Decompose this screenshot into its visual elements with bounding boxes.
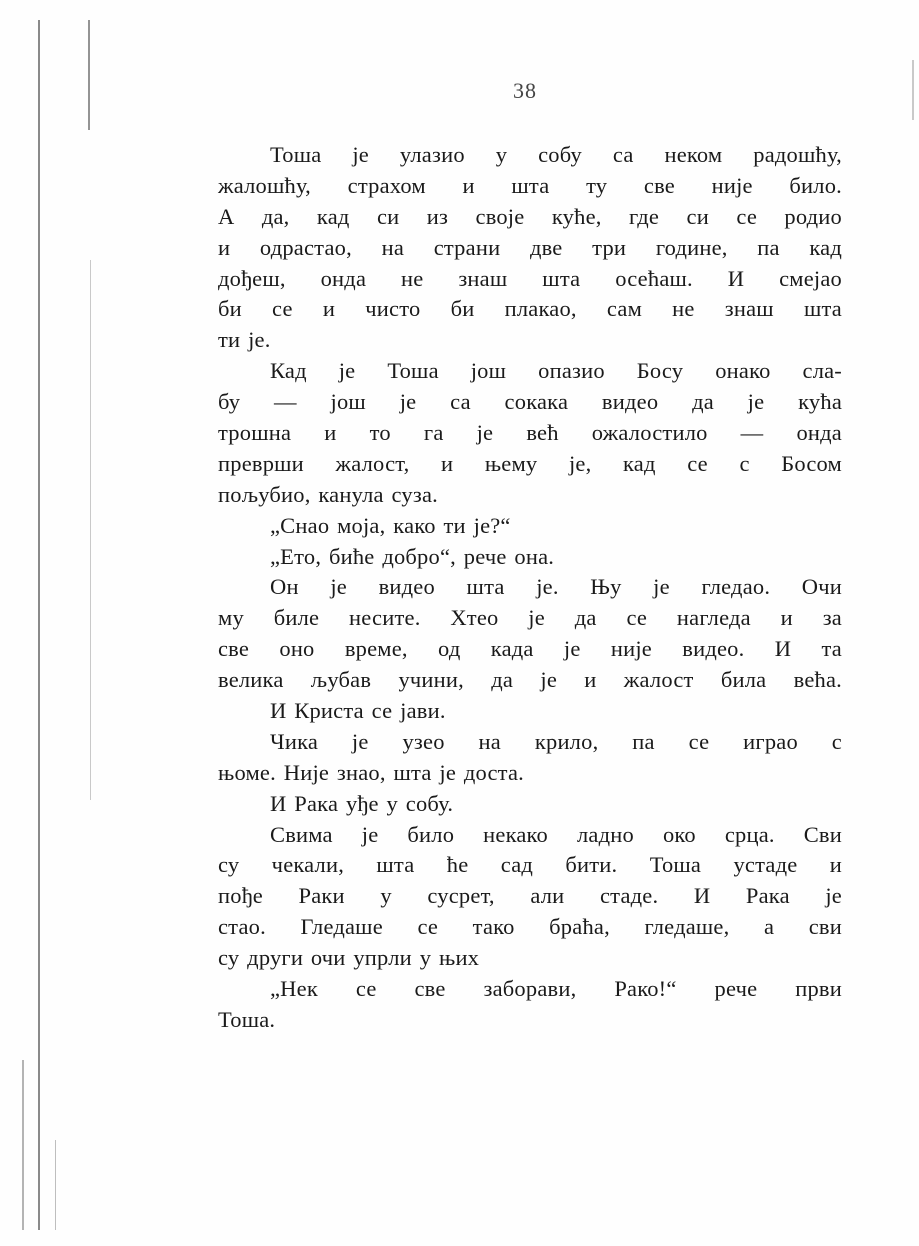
text-line: стао. Гледаше се тако браћа, гледаше, а сви bbox=[218, 914, 842, 940]
text-line: Чика је узео на крило, па се играо с bbox=[270, 728, 842, 754]
text-line: И Криста се јави. bbox=[270, 698, 446, 724]
text-line: му биле несите. Хтео је да се нагледа и за bbox=[218, 605, 842, 631]
text-line: дођеш, онда не знаш шта осећаш. И смејао bbox=[218, 265, 842, 291]
text-line: велика љубав учини, да је и жалост била већа. bbox=[218, 667, 842, 693]
text-line: „Ето, биће добро“, рече она. bbox=[270, 543, 555, 569]
body-text bbox=[218, 140, 842, 1036]
text-line: А да, кад си из своје куће, где си се родио bbox=[218, 203, 842, 229]
text-line: И Рака уђе у собу. bbox=[270, 790, 454, 816]
text-line: жалошћу, страхом и шта ту све није било. bbox=[218, 172, 842, 198]
text-line: Кад је Тоша још опазио Босу онако сла- bbox=[270, 358, 842, 384]
text-line: све оно време, од када је није видео. И та bbox=[218, 636, 842, 662]
binding-edge-mark bbox=[22, 1060, 24, 1230]
text-line: Тоша је улазио у собу са неком радошћу, bbox=[270, 142, 842, 167]
text-line: преврши жалост, и њему је, кад се с Босом bbox=[218, 450, 842, 476]
text-line: њоме. Није знао, шта је доста. bbox=[218, 759, 525, 785]
text-line: „Нек се све заборави, Рако!“ рече први bbox=[270, 976, 842, 1002]
text-line: бу — још је са сокака видео да је кућа bbox=[218, 389, 842, 415]
text-line: су други очи упрли у њих bbox=[218, 945, 480, 971]
text-line: пође Раки у сусрет, али стаде. И Рака је bbox=[218, 883, 842, 909]
text-line: би се и чисто би плакао, сам не знаш шта bbox=[218, 296, 842, 322]
text-line: Тоша. bbox=[218, 1006, 276, 1032]
text-line: пољубио, канула суза. bbox=[218, 481, 438, 507]
binding-edge-mark bbox=[55, 1140, 56, 1230]
text-line: ти је. bbox=[218, 327, 271, 353]
text-line: Он је видео шта је. Њу је гледао. Очи bbox=[270, 574, 842, 600]
page-number: 38 bbox=[513, 78, 537, 103]
text-line: трошна и то га је већ ожалостило — онда bbox=[218, 420, 842, 446]
binding-edge-mark bbox=[88, 20, 90, 130]
binding-edge-mark bbox=[90, 260, 91, 800]
binding-edge-mark bbox=[38, 20, 40, 1230]
text-line: „Снао моја, како ти је?“ bbox=[270, 512, 511, 538]
text-line: Свима је било некако ладно око срца. Сви bbox=[270, 821, 842, 847]
text-line: су чекали, шта ће сад бити. Тоша устаде и bbox=[218, 852, 842, 878]
text-line: и одрастао, на страни две три године, па кад bbox=[218, 234, 842, 260]
